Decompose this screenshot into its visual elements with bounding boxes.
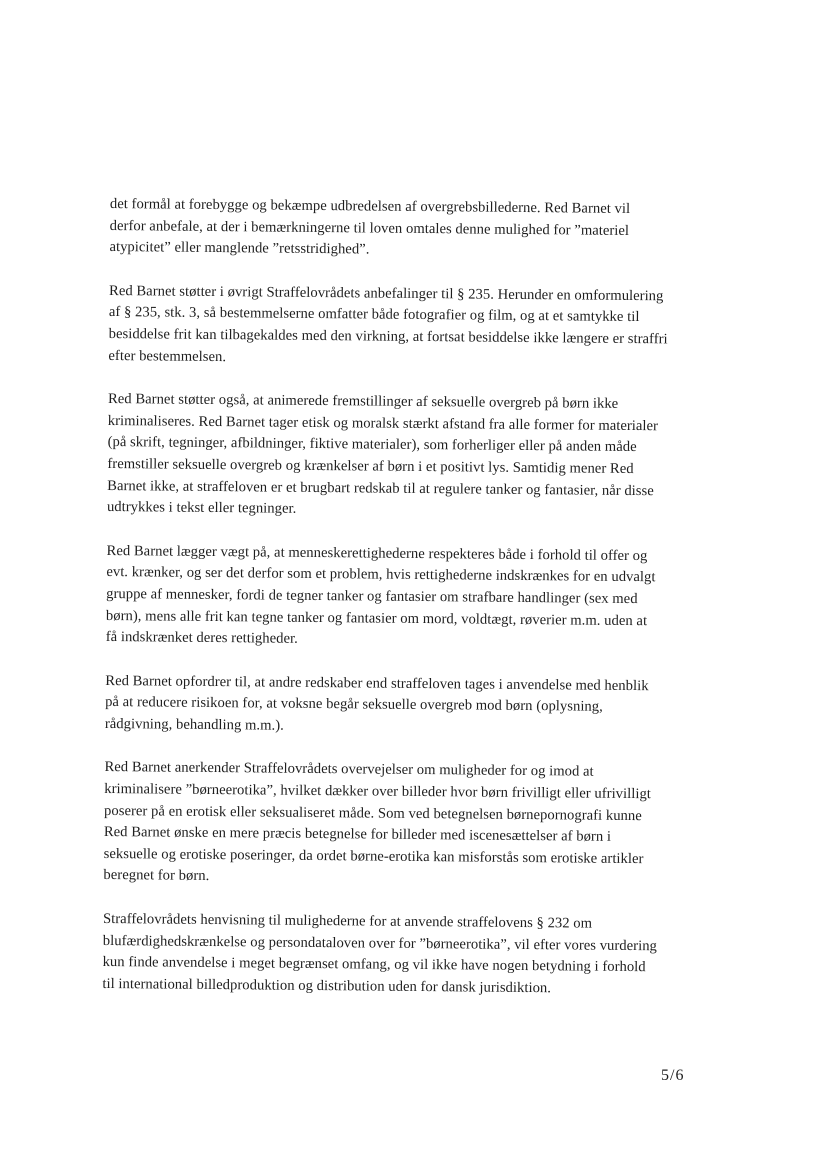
text-line: Red Barnet støtter i øvrigt Straffelovrådets anbefalinger til § 235. Herunder en omformulering (108, 282, 664, 305)
text-line: gruppe af mennesker, fordi de tegner tanker og fantasier om strafbare handlinger (sex med (106, 585, 638, 607)
paragraph-5 (105, 671, 696, 741)
text-line: (på skrift, tegninger, afbildninger, fiktive materialer), som forherliger eller på anden måde (107, 434, 637, 456)
text-line: blufærdighedskrænkelse og persondataloven over for ”børneerotika”, vil efter vores vurdering (102, 932, 658, 954)
text-line: besiddelse frit kan tilbagekaldes med den virkning, at fortsat besiddelse ikke længere er straffri (108, 325, 668, 348)
text-line: kun finde anvendelse i meget begrænset omfang, og vil ikke have nogen betydning i forhold (102, 954, 646, 976)
text-line: derfor anbefale, at der i bemærkningerne til loven omtales denne mulighed for ”materiel (109, 217, 630, 239)
text-line: til international billedproduktion og distribution uden for dansk jurisdiktion. (102, 975, 552, 997)
text-line: beregnet for børn. (103, 867, 210, 885)
body-text (102, 194, 700, 1023)
text-line: Red Barnet opfordrer til, at andre redskaber end straffeloven tages i anvendelse med henblik (105, 672, 649, 694)
text-line: efter bestemmelsen. (108, 347, 227, 365)
text-line: evt. krænker, og ser det derfor som et problem, hvis rettighederne indskrænkes for en udvalgt (106, 564, 656, 586)
paragraph-2 (108, 281, 699, 373)
text-line: Red Barnet ønske en mere præcis betegnelse for billeder med iscenesættelser af børn i (103, 824, 612, 846)
text-line: fremstiller seksuelle overgreb og krænkelser af børn i et positivt lys. Samtidig mener Red (107, 455, 634, 477)
text-line: rådgivning, behandling m.m.). (104, 715, 284, 734)
page-number: 5/6 (661, 1067, 685, 1084)
text-line: på at reducere risikoen for, at voksne begår seksuelle overgreb mod børn (oplysning, (105, 694, 603, 716)
text-line: børn), mens alle frit kan tegne tanker og fantasier om mord, voldtægt, røverier m.m. uden at (105, 607, 648, 629)
paragraph-7 (102, 909, 693, 1001)
text-line: Red Barnet lægger vægt på, at menneskerettighederne respekteres både i forhold til offer og (106, 542, 648, 564)
text-line: få indskrænket deres rettigheder. (105, 629, 298, 647)
text-line: seksuelle og erotiske poseringer, da ordet børne-erotika kan misforstås som erotiske artikler (103, 845, 644, 867)
text-line: kriminaliseres. Red Barnet tager etisk og moralsk stærkt afstand fra alle former for materialer (107, 412, 659, 435)
paragraph-1 (109, 194, 700, 264)
paragraph-4 (106, 541, 697, 655)
paragraph-3 (107, 389, 698, 524)
text-line: atypicitet” eller manglende ”retsstridighed”. (109, 239, 370, 258)
text-line: kriminalisere ”børneerotika”, hvilket dækker over billeder hvor børn frivilligt eller ufrivilligt (104, 781, 652, 803)
text-line: Red Barnet støtter også, at animerede fremstillinger af seksuelle overgreb på børn ikke (107, 391, 619, 413)
text-line: Straffelovrådets henvisning til mulighederne for at anvende straffelovens § 232 om (102, 910, 593, 932)
text-line: udtrykkes i tekst eller tegninger. (106, 499, 297, 517)
text-line: af § 235, stk. 3, så bestemmelserne omfatter både fotografier og film, og at et samtykke til (108, 304, 640, 326)
text-line: poserer på en erotisk eller seksualiseret måde. Som ved betegnelsen børnepornografi kunne (104, 802, 642, 824)
paragraph-6 (103, 757, 694, 892)
text-line: Barnet ikke, at straffeloven er et brugbart redskab til at regulere tanker og fantasier, når disse (107, 477, 654, 499)
text-line: det formål at forebygge og bekæmpe udbredelsen af overgrebsbillederne. Red Barnet vil (109, 195, 631, 217)
text-line: Red Barnet anerkender Straffelovrådets overvejelser om muligheder for og imod at (104, 759, 594, 781)
